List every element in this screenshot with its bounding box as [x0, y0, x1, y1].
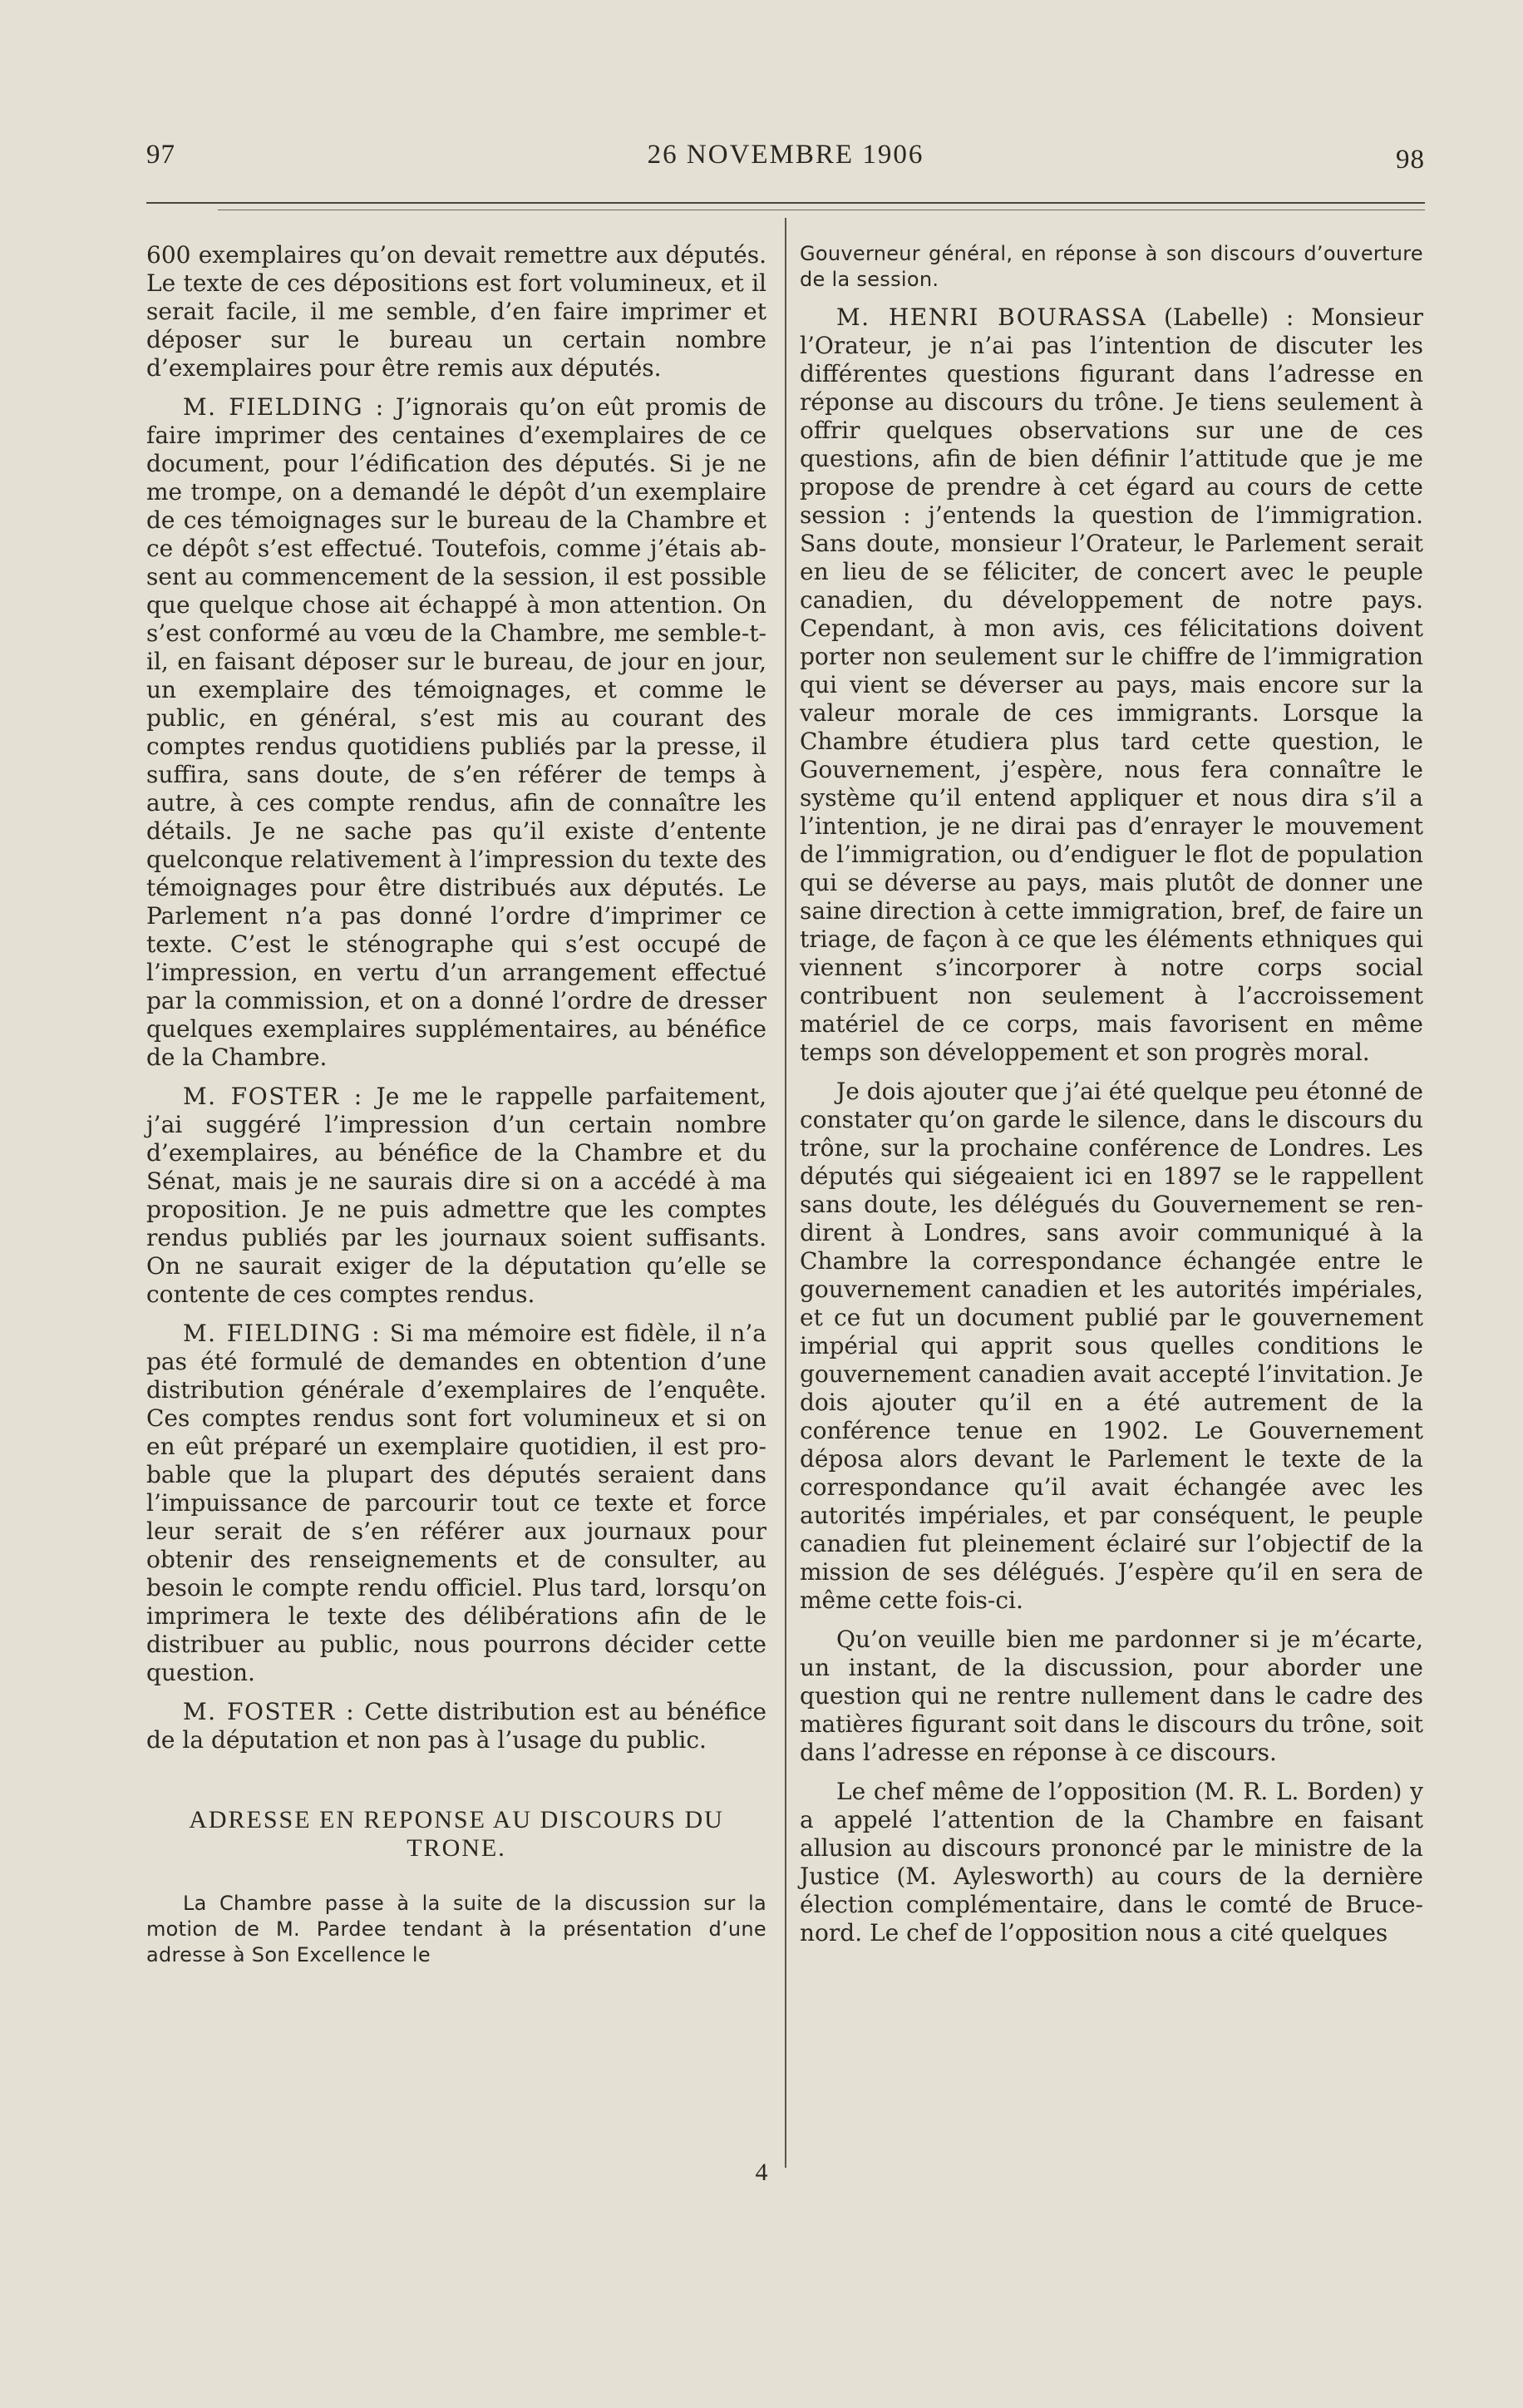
- page-number-left: 97: [146, 140, 175, 170]
- column-divider: [785, 218, 786, 2168]
- header-date: 26 NOVEMBRE 1906: [647, 140, 924, 170]
- page-number-right: 98: [1396, 145, 1425, 175]
- paragraph: [800, 303, 1423, 1067]
- header-rule: [146, 202, 1425, 204]
- right-column: [800, 241, 1423, 1958]
- speaker-name: M. FOSTER :: [183, 1083, 363, 1110]
- section-heading: ADRESSE EN REPONSE AU DISCOURS DU TRONE.: [189, 1806, 724, 1862]
- paragraph-text: Cette distribution est au bénéfice de la députation et non pas à l’usage du public.: [146, 1698, 766, 1754]
- paragraph-text: J’ignorais qu’on eût promis de faire imprimer des centaines d’exemplaires de ce document, pour l’édification des députés. Si je ne me trompe, on a demandé le dépôt d’un exemplaire de ces témoignages sur le bureau de la Chambre et ce dépôt s’est effectué. Toutefois, comme j’étais absent au commencement de la session, il est possible que quelque chose ait échappé à mon attention. On s’est conformé au vœu de la Chambre, me semble-t-il, en faisant déposer sur le bureau, de jour en jour, un exemplaire des témoignages, et comme le public, en général, s’est mis au courant des comptes rendus quotidiens publiés par la presse, il suffira, sans doute, de s’en référer de temps à autre, à ces compte rendus, afin de connaître les détails. Je ne sache pas qu’il existe d’entente quelconque relativement à l’impression du texte des témoignages pour être distribués aux députés. Le Parlement n’a pas donné l’ordre d’imprimer ce texte. C’est le sténographe qui s’est occupé de l’impression, en vertu d’un arrangement effectué par la commission, et on a donné l’ordre de dresser quelques exemplaires supplémentaires, au bénéfice de la Chambre.: [146, 393, 766, 1071]
- speaker-name: M. FIELDING :: [183, 393, 385, 421]
- paragraph-text: (Labelle) : Monsieur l’Orateur, je n’ai pas l’intention de discuter les différentes questions figurant dans l’adresse en réponse au discours du trône. Je tiens seulement à offrir quelques observations sur une de ces questions, afin de bien définir l’attitude que je me propose de prendre à cet égard au cours de cette session : j’entends la question de l’immigration. Sans doute, monsieur l’Orateur, le Parlement serait en lieu de se féliciter, de concert avec le peuple canadien, du développement de notre pays. Cependant, à mon avis, ces félicitations doivent porter non seulement sur le chiffre de l’immigration qui vient se déverser au pays, mais encore sur la valeur morale de ces immigrants. Lorsque la Chambre étudiera plus tard cette question, le Gouvernement, j’espère, nous fera connaître le système qu’il entend appliquer et nous dira s’il a l’intention, je ne dirai pas d’enrayer le mouvement de l’immigration, ou d’endiguer le flot de population qui se déverse au pays, mais plutôt de donner une saine direction à cette immigration, bref, de faire un triage, de façon à ce que les éléments ethniques qui viennent s’incorporer à notre corps social contribuent non seulement à l’accroissement matériel de ce corps, mais favorisent en même temps son développement et son progrès moral.: [800, 303, 1423, 1066]
- speaker-name: M. FIELDING :: [183, 1320, 382, 1347]
- paragraph: La Chambre passe à la suite de la discussion sur la motion de M. Pardee tendant à la présentation d’une adresse à Son Excellence le: [146, 1892, 766, 1966]
- paragraph: [146, 1320, 766, 1687]
- paragraph: Je dois ajouter que j’ai été quelque peu étonné de constater qu’on garde le silence, dans le discours du trône, sur la prochaine conférence de Londres. Les députés qui siégeaient ici en 1897 se le rappellent sans doute, les délégués du Gouvernement se rendirent à Londres, sans avoir communiqué à la Chambre la correspondance échangée entre le gouvernement canadien et les autorités impériales, et ce fut un document publié par le gouvernement impérial qui apprit sous quelles conditions le gouvernement canadien avait accepté l’invitation. Je dois ajouter qu’il en a été autrement de la conférence tenue en 1902. Le Gouvernement déposa alors devant le Parlement le texte de la correspondance qu’il avait échangée avec les autorités impériales, et par conséquent, le peuple canadien fut pleinement éclairé sur l’objectif de la mission de ses délégués. J’espère qu’il en sera de même cette fois-ci.: [800, 1078, 1423, 1614]
- paragraph: [146, 1698, 766, 1754]
- paragraph: 600 exemplaires qu’on devait remettre aux députés. Le texte de ces dépositions est fort volumineux, et il serait facile, il me semble, d’en faire imprimer et déposer sur le bureau un certain nombre d’exemplaires pour être remis aux députés.: [146, 241, 766, 382]
- paragraph: [146, 1083, 766, 1309]
- paragraph: Le chef même de l’opposition (M. R. L. Borden) y a appelé l’attention de la Chambre en faisant allusion au discours prononcé par le ministre de la Justice (M. Aylesworth) au cours de la dernière élection complémentaire, dans le comté de Bruce-nord. Le chef de l’opposition nous a cité quelques: [800, 1778, 1423, 1947]
- paragraph: Gouverneur général, en réponse à son discours d’ouverture de la session.: [800, 242, 1423, 291]
- speaker-name: M. HENRI BOURASSA: [836, 303, 1147, 331]
- paragraph: Qu’on veuille bien me pardonner si je m’écarte, un instant, de la discussion, pour aborder une question qui ne rentre nullement dans le cadre des matières figurant soit dans le discours du trône, soit dans l’adresse en réponse à ce discours.: [800, 1626, 1423, 1766]
- paragraph: [146, 393, 766, 1072]
- left-column: [146, 241, 766, 1979]
- running-header: [146, 140, 1425, 181]
- paragraph-text: Si ma mémoire est fidèle, il n’a pas été formulé de demandes en obtention d’une distribution générale d’exemplaires de l’enquête. Ces comptes rendus sont fort volumineux et si on en eût préparé un exemplaire quotidien, il est probable que la plupart des députés seraient dans l’impuissance de parcourir tout ce texte et force leur serait de s’en référer aux journaux pour obtenir des renseignements et de consulter, au besoin le compte rendu officiel. Plus tard, lorsqu’on imprimera le texte des délibérations afin de le distribuer au public, nous pourrons décider cette question.: [146, 1320, 766, 1686]
- signature-mark: 4: [755, 2159, 768, 2186]
- paragraph-text: Je me le rappelle parfaitement, j’ai suggéré l’impression d’un certain nombre d’exemplaires, au bénéfice de la Chambre et du Sénat, mais je ne saurais dire si on a accédé à ma proposition. Je ne puis admettre que les comptes rendus publiés par les journaux soient suffisants. On ne saurait exiger de la députation qu’elle se contente de ces comptes rendus.: [146, 1083, 767, 1308]
- speaker-name: M. FOSTER :: [183, 1698, 356, 1725]
